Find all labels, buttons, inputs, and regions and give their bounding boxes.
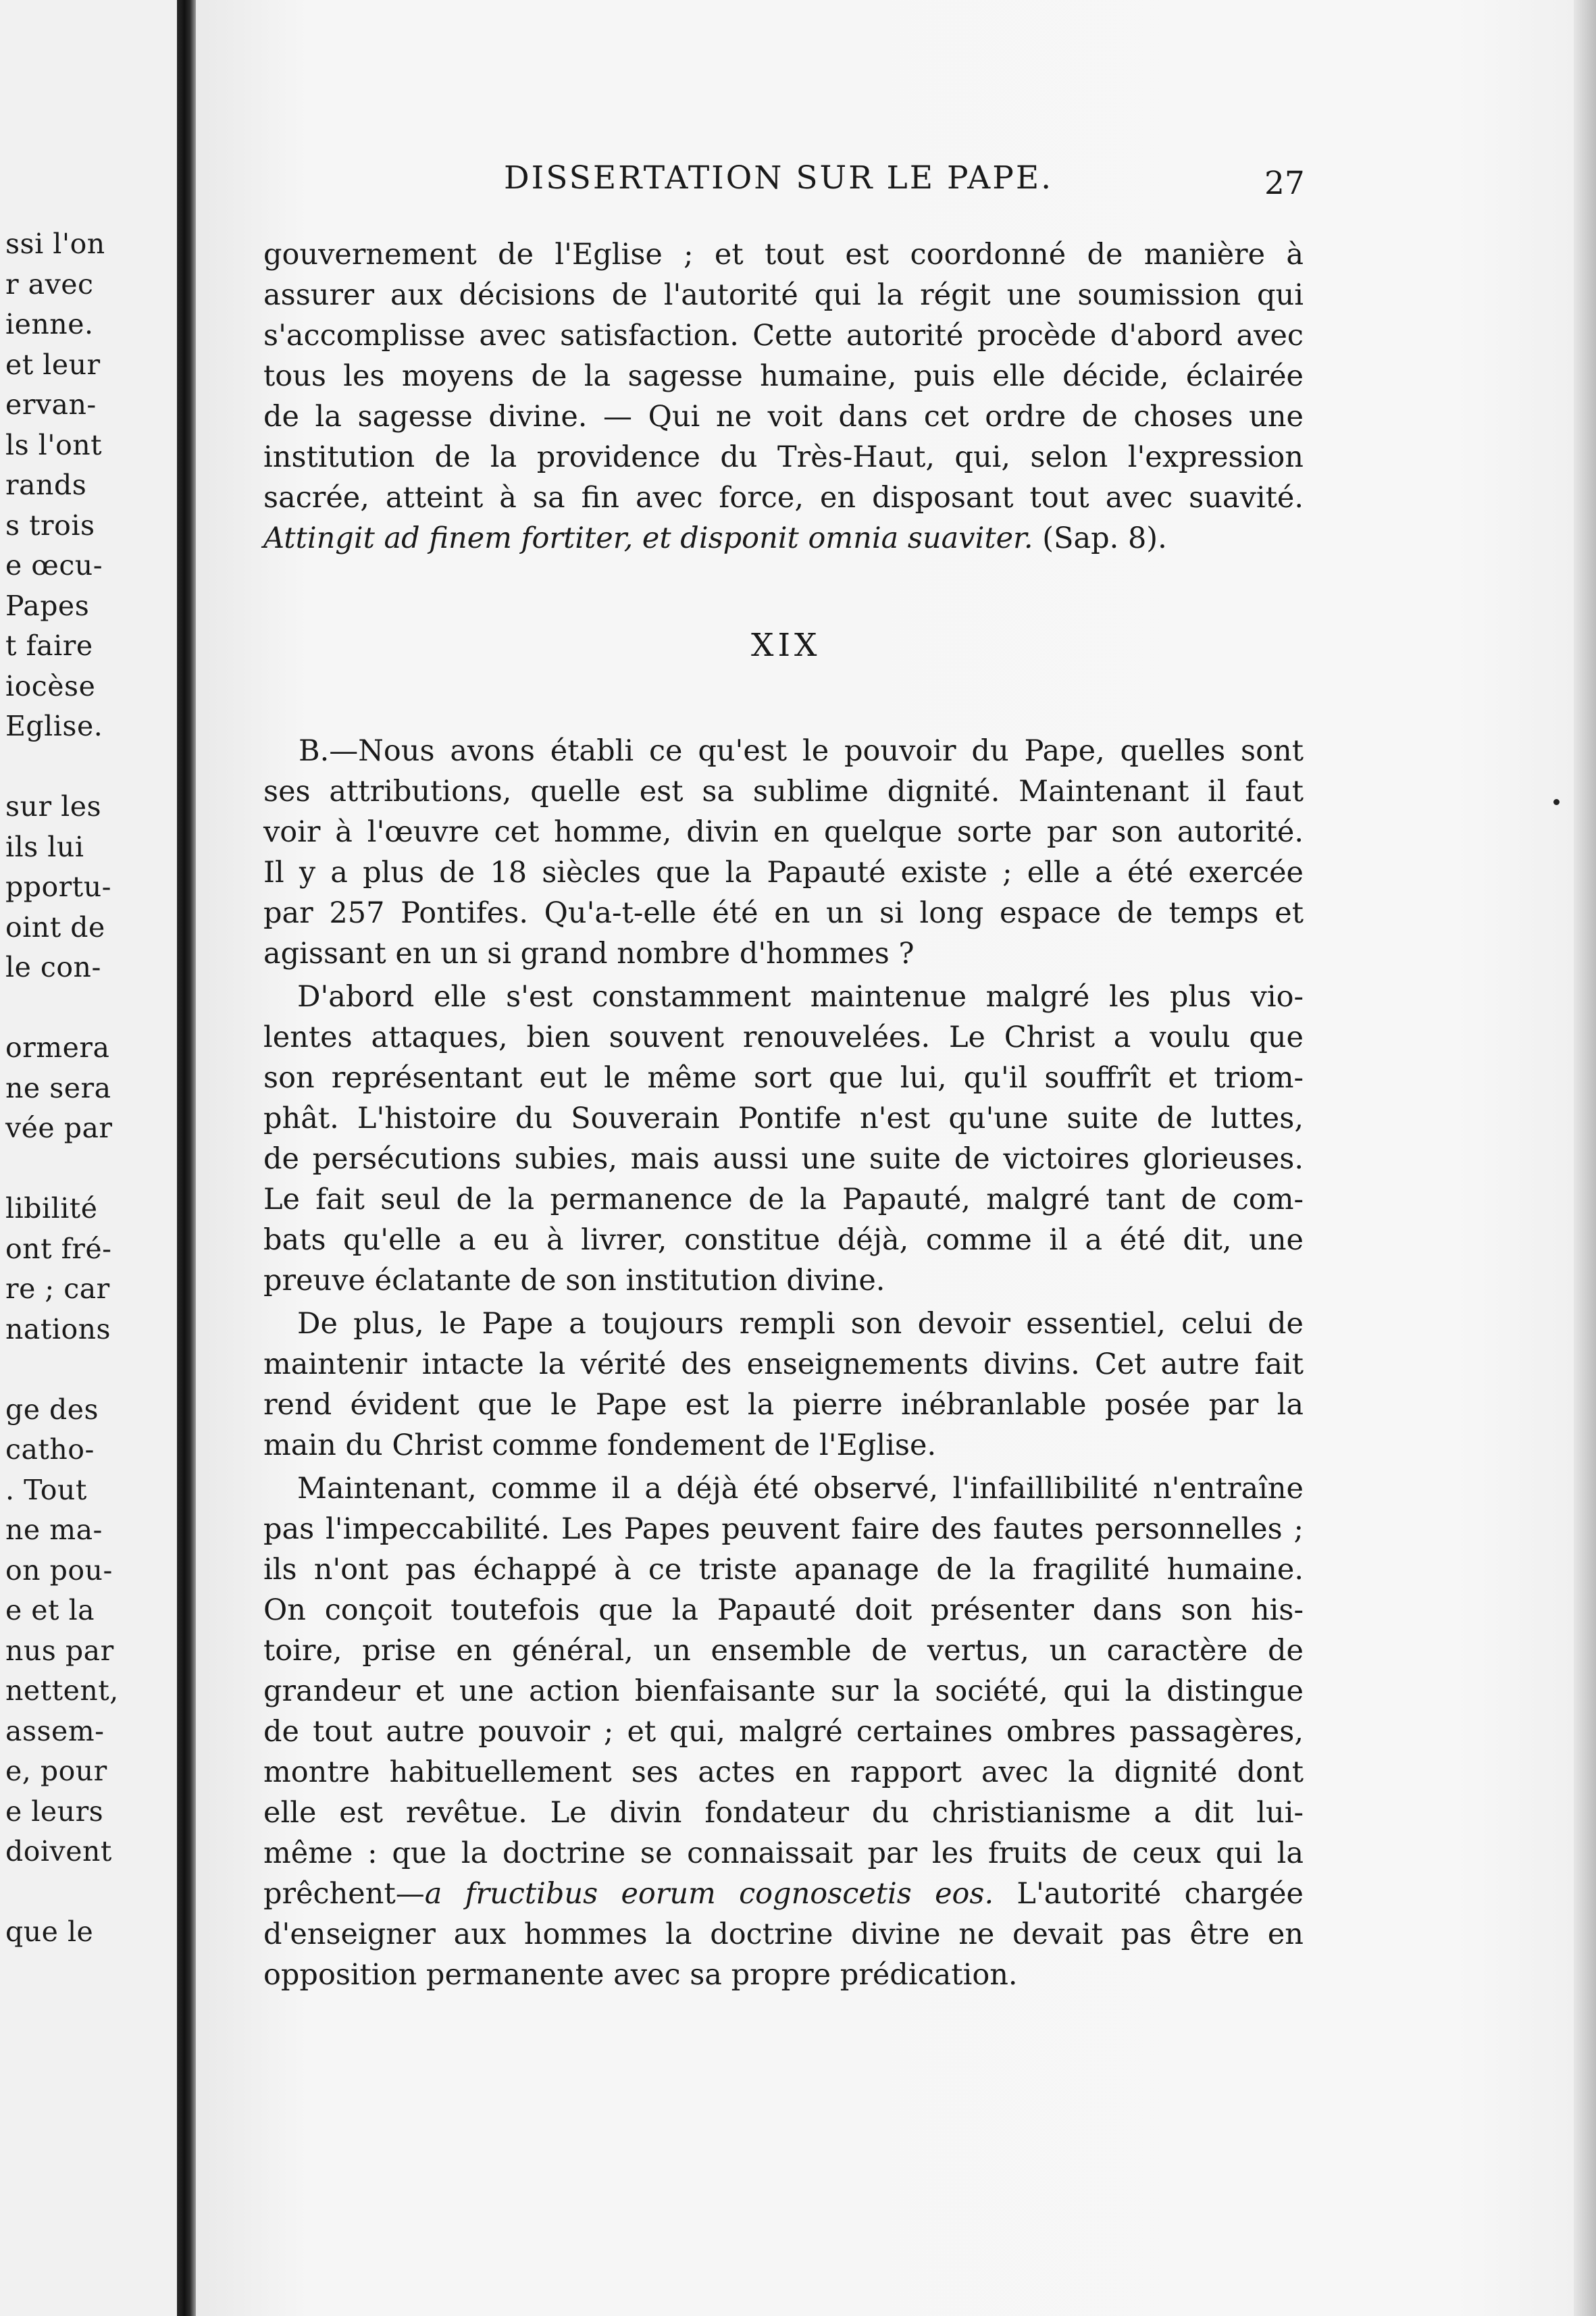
text-segment: L'autorité chargée [994, 1877, 1304, 1911]
text-line: toire, prise en général, un ensemble de vertus, un caractère de [263, 1634, 1304, 1668]
book-gutter [177, 0, 196, 2316]
adjacent-page-line: s trois [5, 509, 95, 542]
page-edge-shadow [1574, 0, 1596, 2316]
adjacent-page-line: Papes [5, 589, 90, 622]
adjacent-page-line: et leur [5, 348, 101, 381]
text-line: D'abord elle s'est constamment maintenue malgré les plus vio- [297, 980, 1304, 1014]
adjacent-page-line: r avec [5, 267, 94, 301]
adjacent-page-line: ne sera [5, 1071, 111, 1104]
text-line: B.—Nous avons établi ce qu'est le pouvoir du Pape, quelles sont [299, 734, 1304, 768]
adjacent-page-fragment [0, 0, 177, 2316]
text-line: bats qu'elle a eu à livrer, constitue déjà, comme il a été dit, une [263, 1223, 1304, 1257]
adjacent-page-line: libilité [5, 1192, 98, 1225]
latin-quote: a fructibus eorum cognoscetis eos. [424, 1877, 994, 1911]
adjacent-page-line: ils lui [5, 830, 84, 863]
text-line: main du Christ comme fondement de l'Eglise. [263, 1429, 937, 1462]
text-line: De plus, le Pape a toujours rempli son devoir essentiel, celui de [297, 1307, 1304, 1341]
adjacent-page-line: que le [5, 1915, 94, 1948]
text-line: grandeur et une action bienfaisante sur la société, qui la distingue [263, 1674, 1304, 1708]
adjacent-page-line: ont fré- [5, 1232, 112, 1265]
scripture-reference: (Sap. 8). [1033, 521, 1167, 555]
latin-quote-line [263, 519, 1304, 558]
adjacent-page-line: re ; car [5, 1272, 110, 1305]
text-line: agissant en un si grand nombre d'hommes ? [263, 937, 915, 971]
adjacent-page-line: e leurs [5, 1795, 104, 1828]
latin-quote: Attingit ad finem fortiter, et disponit omnia suaviter. [263, 521, 1033, 555]
adjacent-page-line: e œcu- [5, 549, 103, 582]
adjacent-page-line: ssi l'on [5, 228, 105, 260]
adjacent-page-line: pportu- [5, 871, 112, 903]
section-heading: XIX [751, 627, 821, 664]
adjacent-page-line: ge des [5, 1393, 99, 1426]
adjacent-page-line: oint de [5, 910, 105, 944]
text-segment: prêchent— [263, 1877, 425, 1911]
text-line: sacrée, atteint à sa fin avec force, en disposant tout avec suavité. [263, 481, 1304, 515]
adjacent-page-line: iocèse [5, 669, 96, 702]
text-line: voir à l'œuvre cet homme, divin en quelque sorte par son autorité. [263, 815, 1304, 849]
adjacent-page-line: ls l'ont [5, 428, 103, 461]
text-line: gouvernement de l'Eglise ; et tout est coordonné de manière à [263, 238, 1304, 272]
adjacent-page-line: rands [5, 469, 87, 501]
text-line: maintenir intacte la vérité des enseignements divins. Cet autre fait [263, 1347, 1304, 1381]
text-line: son représentant eut le même sort que lui, qu'il souffrît et triom- [263, 1061, 1304, 1095]
text-line: Il y a plus de 18 siècles que la Papauté existe ; elle a été exercée [263, 856, 1304, 890]
adjacent-page-line: e et la [5, 1594, 95, 1626]
text-line: ses attributions, quelle est sa sublime dignité. Maintenant il faut [263, 775, 1304, 808]
text-line: par 257 Pontifes. Qu'a-t-elle été en un si long espace de temps et [263, 896, 1304, 930]
adjacent-page-line: nettent, [5, 1674, 119, 1707]
text-line: de persécutions subies, mais aussi une suite de victoires glorieuses. [263, 1142, 1304, 1176]
text-line: ils n'ont pas échappé à ce triste apanage de la fragilité humaine. [263, 1553, 1304, 1587]
adjacent-page-line: le con- [5, 951, 101, 983]
adjacent-page-line: t faire [5, 629, 93, 662]
ink-speck [1553, 799, 1560, 805]
text-line: phât. L'histoire du Souverain Pontife n'est qu'une suite de luttes, [263, 1102, 1304, 1135]
text-line: opposition permanente avec sa propre prédication. [263, 1958, 1018, 1992]
text-line: preuve éclatante de son institution divine. [263, 1264, 885, 1297]
text-line: montre habituellement ses actes en rapport avec la dignité dont [263, 1755, 1304, 1789]
adjacent-page-line: doivent [5, 1835, 112, 1868]
adjacent-page-line: vée par [5, 1112, 113, 1144]
text-line: assurer aux décisions de l'autorité qui la régit une soumission qui [263, 278, 1304, 312]
adjacent-page-line: nations [5, 1312, 111, 1345]
adjacent-page-line: . Tout [5, 1473, 87, 1506]
adjacent-page-line: ne ma- [5, 1514, 103, 1546]
text-line: rend évident que le Pape est la pierre inébranlable posée par la [263, 1388, 1304, 1422]
adjacent-page-line: nus par [5, 1634, 114, 1667]
adjacent-page-line: assem- [5, 1714, 105, 1747]
running-title: DISSERTATION SUR LE PAPE. [504, 159, 1054, 197]
text-line: d'enseigner aux hommes la doctrine divine ne devait pas être en [263, 1918, 1304, 1951]
adjacent-page-line: catho- [5, 1433, 95, 1466]
text-line: Maintenant, comme il a déjà été observé, l'infaillibilité n'entraîne [297, 1472, 1304, 1506]
text-line: de tout autre pouvoir ; et qui, malgré certaines ombres passagères, [263, 1715, 1304, 1749]
adjacent-page-line: e, pour [5, 1755, 107, 1787]
adjacent-page-line: sur les [5, 790, 101, 823]
text-line: pas l'impeccabilité. Les Papes peuvent faire des fautes personnelles ; [263, 1512, 1304, 1546]
text-line: lentes attaques, bien souvent renouvelées. Le Christ a voulu que [263, 1021, 1304, 1054]
adjacent-page-line: Eglise. [5, 710, 103, 742]
text-line: même : que la doctrine se connaissait par les fruits de ceux qui la [263, 1836, 1304, 1870]
text-line: institution de la providence du Très-Haut, qui, selon l'expression [263, 440, 1304, 474]
adjacent-page-line: ienne. [5, 308, 94, 340]
adjacent-page-line: ervan- [5, 388, 97, 421]
text-line: tous les moyens de la sagesse humaine, puis elle décide, éclairée [263, 359, 1304, 393]
adjacent-page-line: on pou- [5, 1553, 113, 1587]
text-line: Le fait seul de la permanence de la Papauté, malgré tant de com- [263, 1183, 1304, 1216]
text-line-with-quote [263, 1874, 1304, 1913]
text-line: s'accomplisse avec satisfaction. Cette autorité procède d'abord avec [263, 319, 1304, 353]
text-line: On conçoit toutefois que la Papauté doit présenter dans son his- [263, 1593, 1304, 1627]
text-line: elle est revêtue. Le divin fondateur du christianisme a dit lui- [263, 1796, 1304, 1830]
page-number: 27 [1264, 165, 1305, 202]
text-line: de la sagesse divine. — Qui ne voit dans cet ordre de choses une [263, 400, 1304, 434]
adjacent-page-line: ormera [5, 1031, 110, 1064]
